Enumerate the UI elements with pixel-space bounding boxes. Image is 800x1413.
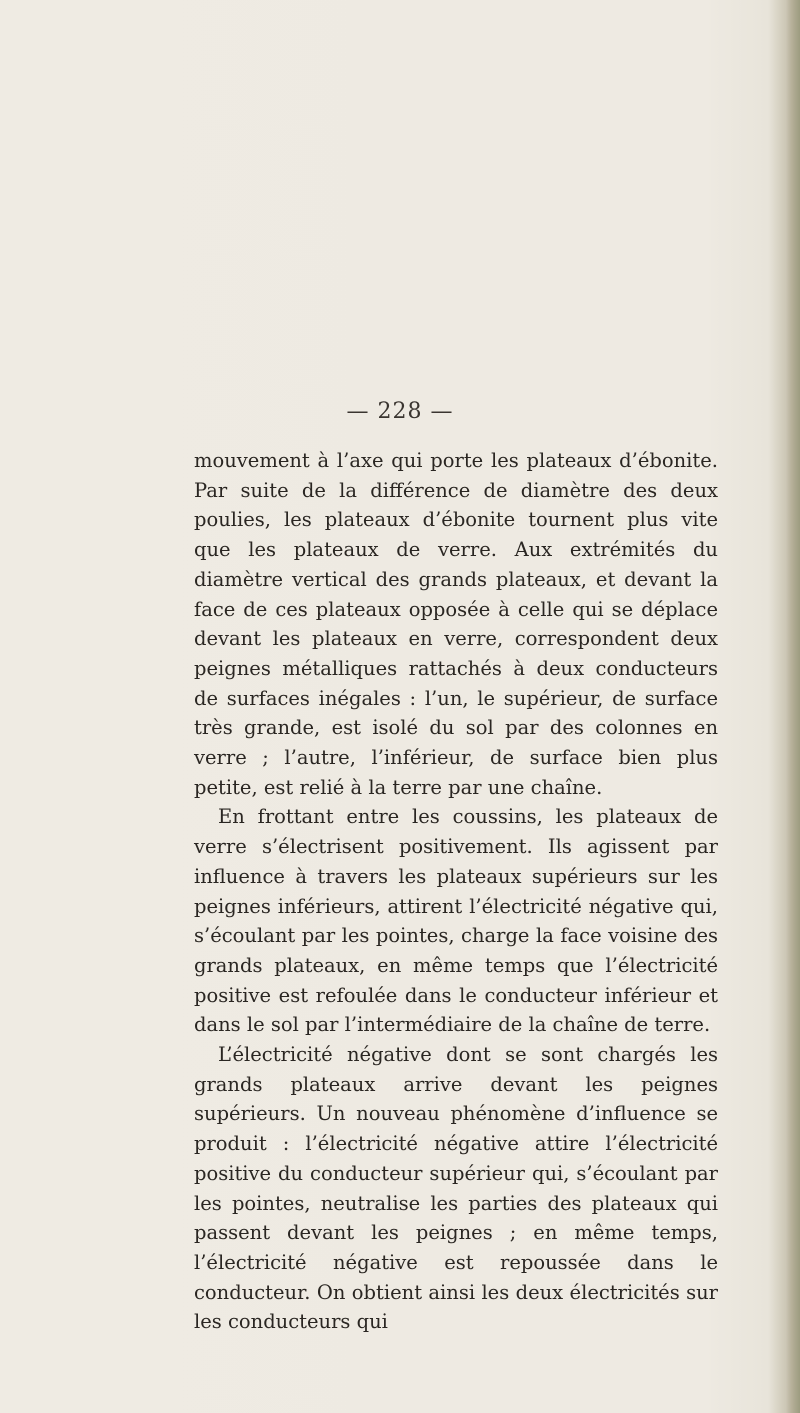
paragraph-1: mouvement à l’axe qui porte les plateaux d’ébonite. Par suite de la différence de diamètre des deux poulies, les plateaux d’ébonite tournent plus vite que les plateaux de verre. Aux extrémités du diamètre vertical des grands plateaux, et devant la face de ces plateaux opposée à celle qui se déplace devant les plateaux en verre, correspondent deux peignes métalliques rattachés à deux conducteurs de surfaces inégales : l’un, le supérieur, de surface très grande, est isolé du sol par des colonnes en verre ; l’autre, l’inférieur, de surface bien plus petite, est relié à la terre par une chaîne. <box>194 449 718 799</box>
paragraph-2: En frottant entre les coussins, les plateaux de verre s’électrisent positivement. Ils agissent par influence à travers les plateaux supérieurs sur les peignes inférieurs, attirent l’électricité négative qui, s’écoulant par les pointes, charge la face voisine des grands plateaux, en même temps que l’électricité positive est refoulée dans le conducteur inférieur et dans le sol par l’intermédiaire de la chaîne de terre. <box>194 805 718 1037</box>
page-edge-shadow <box>786 0 800 1413</box>
body-text <box>194 446 718 1337</box>
paragraph-3: L’électricité négative dont se sont chargés les grands plateaux arrive devant les peignes supérieurs. Un nouveau phénomène d’influence se produit : l’électricité négative attire l’électricité positive du conducteur supérieur qui, s’écoulant par les pointes, neutralise les parties des plateaux qui passent devant les peignes ; en même temps, l’électricité négative est repoussée dans le conducteur. On obtient ainsi les deux électricités sur les conducteurs qui <box>194 1043 718 1334</box>
page-number: — 228 — <box>346 399 454 424</box>
